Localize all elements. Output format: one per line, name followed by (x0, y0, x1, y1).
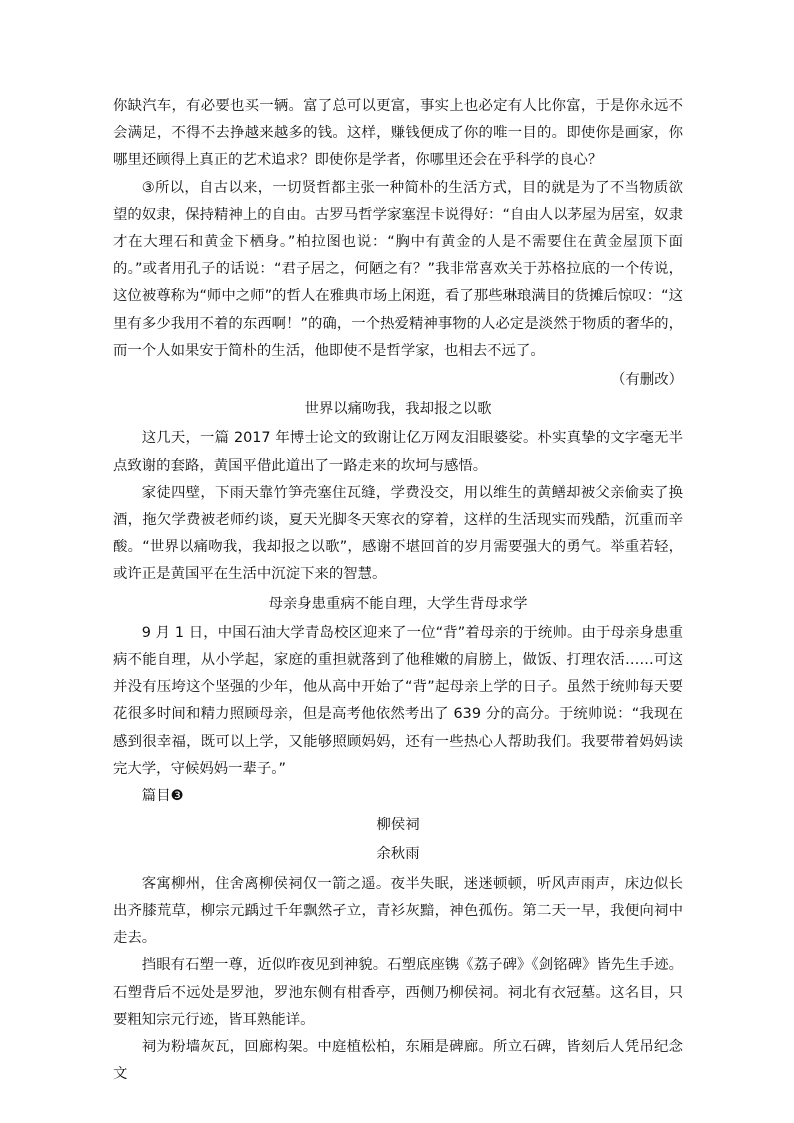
paragraph-statue: 挡眼有石塑一尊，近似昨夜见到神貌。石塑底座镌《荔子碑》《剑铭碑》皆先生手迹。石塑背后不远处是罗池，罗池东侧有柑香亭，西侧乃柳侯祠。祠北有衣冠墓。这名目，只要粗知宗元行迹，皆耳熟能详。 (113, 957, 683, 1028)
paragraph-poverty-story: 家徒四壁，下雨天靠竹笋壳塞住瓦缝，学费没交，用以维生的黄鳝却被父亲偷卖了换酒，拖欠学费被老师约谈，夏天光脚冬天寒衣的穿着，这样的生活现实而残酷，沉重而辛酸。“世界以痛吻我，我却报之以歌”，感谢不堪回首的岁月需要强大的勇气。举重若轻，或许正是黄国平在生活中沉淀下来的智慧。 (113, 484, 683, 583)
section-label-piece-3: 篇目❸ (141, 788, 184, 805)
article-title: 柳侯祠 (376, 817, 420, 834)
section-heading-carry-mother: 母亲身患重病不能自理，大学生背母求学 (268, 595, 528, 612)
section-heading-world-kisses-pain: 世界以痛吻我，我却报之以歌 (304, 401, 492, 418)
paragraph-temple-description: 祠为粉墙灰瓦，回廊构架。中庭植松柏，东厢是碑廊。所立石碑，皆刻后人凭吊纪念文 (113, 1038, 683, 1083)
paragraph-huang-guoping-thesis: 这几天，一篇 2017 年博士论文的致谢让亿万网友泪眼婆娑。朴实真挚的文字毫无半点致谢的套路，黄国平借此道出了一路走来的坎坷与感悟。 (113, 430, 683, 474)
edit-note: （有删改） (611, 372, 683, 389)
paragraph-liuzhou-stay: 客寓柳州，住舍离柳侯祠仅一箭之遥。夜半失眠，迷迷顿顿，听风声雨声，床边似长出齐膝荒草，柳宗元踽过千年飘然孑立，青衫灰黯，神色孤伤。第二天一早，我便向祠中走去。 (113, 875, 683, 947)
paragraph-sages-simple-life: ③所以，自古以来，一切贤哲都主张一种简朴的生活方式，目的就是为了不当物质欲望的奴隶，保持精神上的自由。古罗马哲学家塞涅卡说得好：“自由人以茅屋为居室，奴隶才在大理石和黄金下栖身。”柏拉图也说：“胸中有黄金的人是不需要住在黄金屋顶下面的。”或者用孔子的话说：“君子居之，何陋之有？”我非常喜欢关于苏格拉底的一个传说，这位被尊称为“师中之师”的哲人在雅典市场上闲逛，看了那些琳琅满目的货摊后惊叹：“这里有多少我用不着的东西啊！”的确，一个热爱精神事物的人必定是淡然于物质的奢华的，而一个人如果安于简朴的生活，他即使不是哲学家，也相去不远了。 (113, 179, 683, 359)
document-body (113, 93, 683, 1088)
article-author: 余秋雨 (376, 846, 420, 863)
paragraph-yu-tongshuai: 9 月 1 日，中国石油大学青岛校区迎来了一位“背”着母亲的于统帅。由于母亲身患重病不能自理，从小学起，家庭的重担就落到了他稚嫩的肩膀上，做饭、打理农活……可这并没有压垮这个坚强的少年，他从高中开始了“背”起母亲上学的日子。虽然于统帅每天要花很多时间和精力照顾母亲，但是高考他依然考出了 639 分的高分。于统帅说：“我现在感到很幸福，既可以上学，又能够照顾妈妈，还有一些热心人帮助我们。我要带着妈妈读完大学，守候妈妈一辈子。” (113, 624, 683, 777)
paragraph-continued: 你缺汽车，有必要也买一辆。富了总可以更富，事实上也必定有人比你富，于是你永远不会满足，不得不去挣越来越多的钱。这样，赚钱便成了你的唯一目的。即使你是画家，你哪里还顾得上真正的艺术追求？即使你是学者，你哪里还会在乎科学的良心？ (113, 98, 683, 169)
